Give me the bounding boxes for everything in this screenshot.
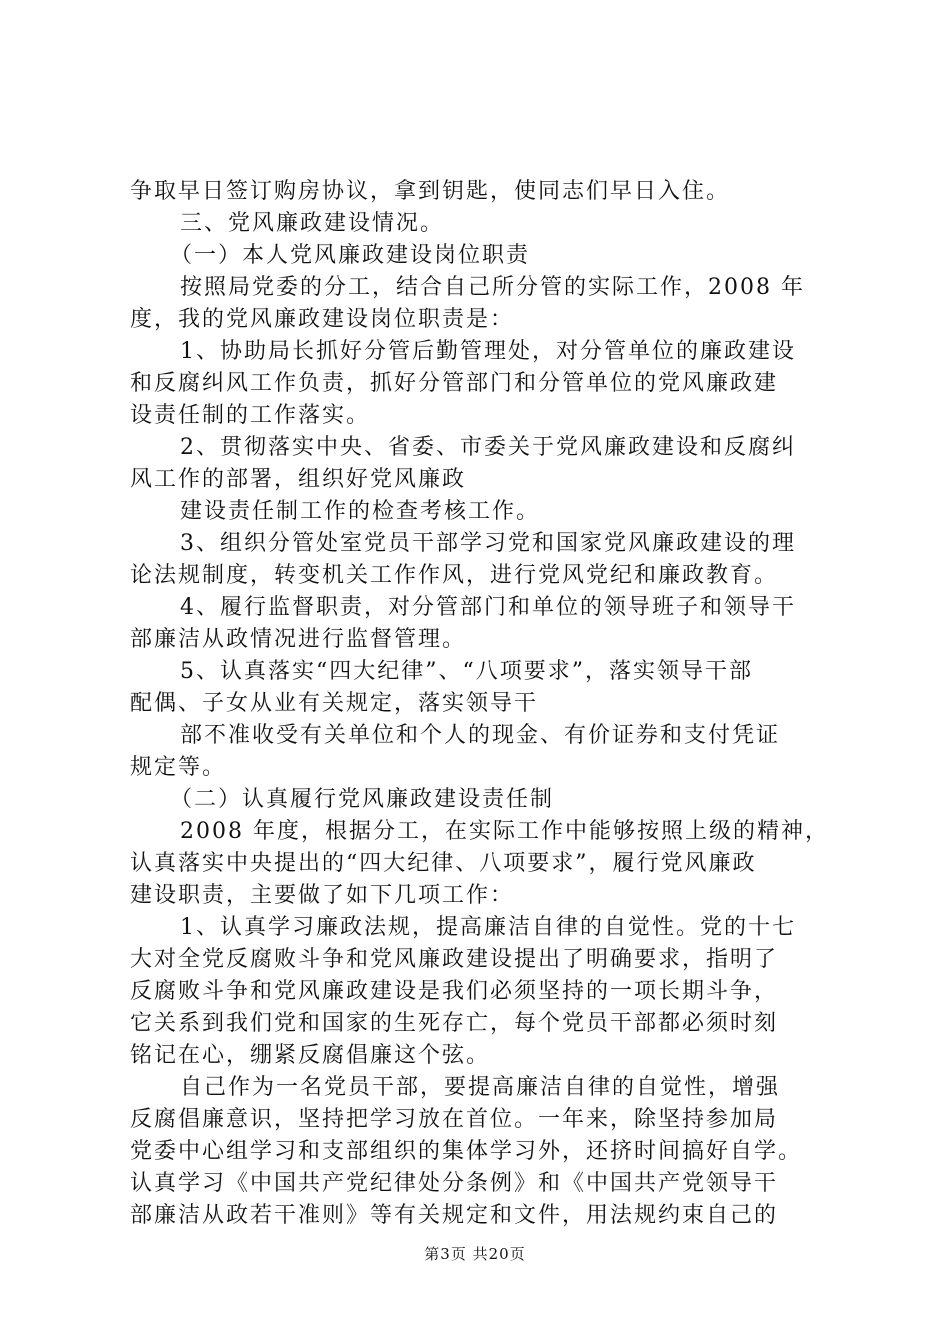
text-line: 设责任制的工作落实。 xyxy=(130,403,371,428)
text-line: 5、认真落实“四大纪律”、“八项要求”，落实领导干部 xyxy=(180,659,753,684)
text-line: 它关系到我们党和国家的生死存亡，每个党员干部都必须时刻 xyxy=(130,1011,779,1036)
section-heading: 三、党风廉政建设情况。 xyxy=(180,211,445,236)
text-line: 论法规制度，转变机关工作作风，进行党风党纪和廉政教育。 xyxy=(130,563,779,588)
text-line: 规定等。 xyxy=(130,755,227,780)
text-line: 建设职责，主要做了如下几项工作： xyxy=(130,883,515,908)
text-line: 认真落实中央提出的“四大纪律、八项要求”，履行党风廉政 xyxy=(130,851,757,876)
text-line: 争取早日签订购房协议，拿到钥匙，使同志们早日入住。 xyxy=(130,179,731,204)
text-line: 3、组织分管处室党员干部学习党和国家党风廉政建设的理 xyxy=(180,531,796,556)
text-line: 度，我的党风廉政建设岗位职责是： xyxy=(130,307,515,332)
text-line: 2、贯彻落实中央、省委、市委关于党风廉政建设和反腐纠 xyxy=(180,435,796,460)
text-line: 和反腐纠风工作负责，抓好分管部门和分管单位的党风廉政建 xyxy=(130,371,779,396)
text-line: 按照局党委的分工，结合自己所分管的实际工作，2008 年 xyxy=(180,275,805,300)
subsection-heading: （一）本人党风廉政建设岗位职责 xyxy=(170,243,531,268)
subsection-heading: （二）认真履行党风廉政建设责任制 xyxy=(170,787,555,812)
text-line: 部廉洁从政情况进行监督管理。 xyxy=(130,627,467,652)
text-line: 党委中心组学习和支部组织的集体学习外，还挤时间搞好自学。 xyxy=(130,1139,803,1164)
text-line: 1、认真学习廉政法规，提高廉洁自律的自觉性。党的十七 xyxy=(180,915,796,940)
text-line: 风工作的部署，组织好党风廉政 xyxy=(130,467,467,492)
text-line: 大对全党反腐败斗争和党风廉政建设提出了明确要求，指明了 xyxy=(130,947,779,972)
text-line: 反腐败斗争和党风廉政建设是我们必须坚持的一项长期斗争， xyxy=(130,979,779,1004)
text-line: 配偶、子女从业有关规定，落实领导干 xyxy=(130,691,539,716)
text-line: 1、协助局长抓好分管后勤管理处，对分管单位的廉政建设 xyxy=(180,339,796,364)
text-line: 建设责任制工作的检查考核工作。 xyxy=(180,499,541,524)
text-line: 4、履行监督职责，对分管部门和单位的领导班子和领导干 xyxy=(180,595,796,620)
text-line: 自己作为一名党员干部，要提高廉洁自律的自觉性，增强 xyxy=(180,1075,781,1100)
text-line: 部不准收受有关单位和个人的现金、有价证券和支付凭证 xyxy=(180,723,781,748)
text-line: 认真学习《中国共产党纪律处分条例》和《中国共产党领导干 xyxy=(130,1171,779,1196)
text-line: 反腐倡廉意识，坚持把学习放在首位。一年来，除坚持参加局 xyxy=(130,1107,779,1132)
page-number-footer: 第3页 共20页 xyxy=(424,1245,526,1263)
text-line: 2008 年度，根据分工，在实际工作中能够按照上级的精神， xyxy=(180,819,829,844)
text-line: 部廉洁从政若干准则》等有关规定和文件，用法规约束自己的 xyxy=(130,1203,779,1228)
text-line: 铭记在心，绷紧反腐倡廉这个弦。 xyxy=(130,1043,491,1068)
